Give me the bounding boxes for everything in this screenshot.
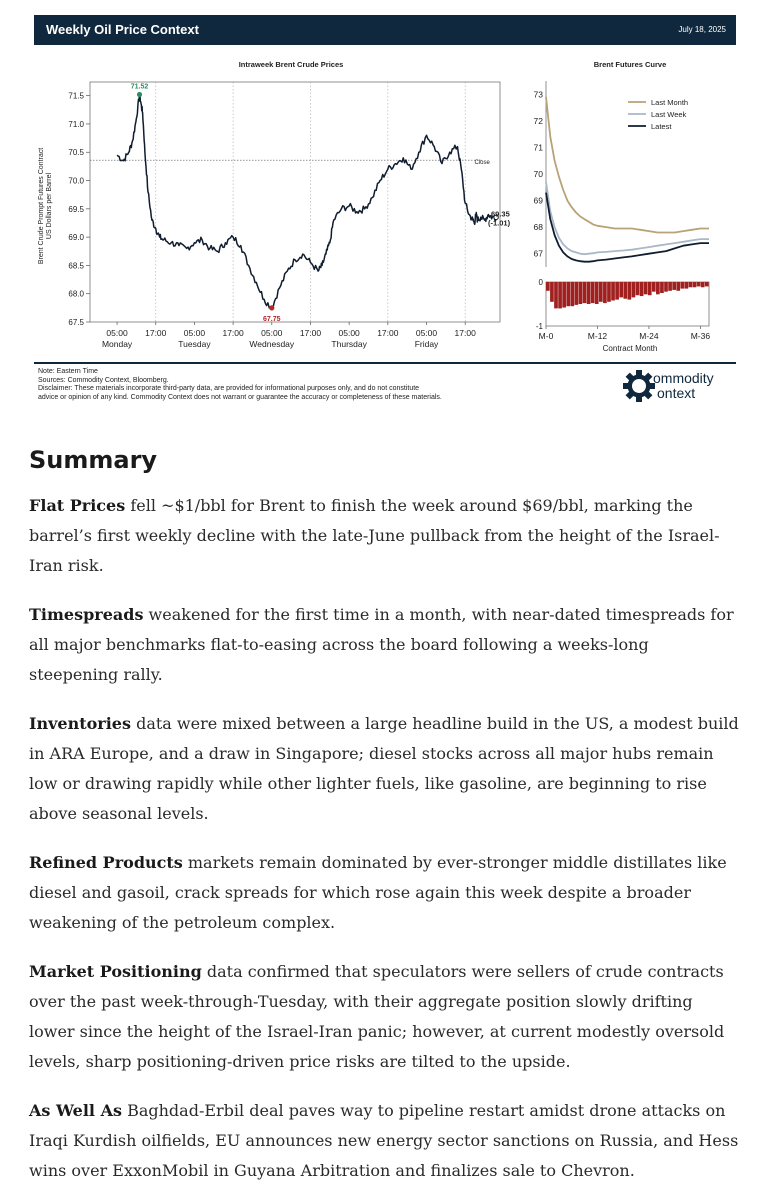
chart2-xtick-label: M-12 (587, 331, 608, 341)
chart2-bar (591, 282, 595, 303)
chart2-ytick-label: 71 (533, 142, 543, 153)
chart1-ytick-label: 70.5 (68, 148, 84, 158)
chart2-bar (689, 282, 693, 287)
chart2-bar (603, 282, 607, 303)
chart1-xtick-label: 05:00 (183, 328, 206, 338)
chart1-title: Intraweek Brent Crude Prices (238, 60, 344, 69)
chart1-change-label: (-1.01) (488, 218, 511, 228)
chart1-ytick-label: 69.0 (68, 233, 84, 243)
summary-paragraph-refined-products (29, 848, 739, 938)
chart2-bar (623, 282, 627, 299)
chart2-bar (619, 282, 623, 297)
report-title: Weekly Oil Price Context (46, 22, 199, 37)
paragraph-text: data confirmed that speculators were sellers of crude contracts over the past week-through-Tuesday, with their aggregate position slowly drifting lower since the height of the Israel-Iran panic; however, at current modestly oversold levels, sharp positioning-driven price risks are tilted to the upside. (29, 962, 725, 1071)
chart1-low-label: 67.75 (263, 315, 281, 323)
chart2-bar (640, 282, 644, 296)
chart2-ytick-label: 69 (533, 195, 543, 206)
chart2-bar (648, 282, 652, 295)
chart2-bar (668, 282, 672, 291)
chart1-xtick-label: 17:00 (299, 328, 322, 338)
chart1-last-label: 69.35 (491, 209, 510, 219)
chart2-bar (652, 282, 656, 292)
chart2-bar (705, 282, 709, 286)
chart1-ytick-label: 68.5 (68, 261, 84, 271)
chart2-bar (575, 282, 579, 305)
report-date: July 18, 2025 (678, 25, 726, 34)
chart2-legend-label: Last Week (651, 110, 687, 119)
chart1-ylabel2: US Dollars per Barrel (46, 172, 53, 240)
chart1-ytick-label: 70.0 (68, 176, 84, 186)
chart2-xtick-label: M-36 (690, 331, 711, 341)
chart2-bar (558, 282, 562, 308)
chart1-ytick-label: 71.5 (68, 91, 84, 101)
summary-paragraph-timespreads (29, 600, 739, 690)
paragraph-text: markets remain dominated by ever-stronger middle distillates like diesel and gasoil, crack spreads for which rose again this week despite a broader weakening of the petroleum complex. (29, 853, 727, 932)
chart2-ytick-label: 73 (533, 89, 543, 100)
chart1-xtick-day: Wednesday (249, 339, 295, 349)
chart2-bar (579, 282, 583, 304)
chart2-bar (615, 282, 619, 300)
report-header (34, 15, 736, 45)
note-sources: Sources: Commodity Context, Bloomberg. (38, 376, 169, 384)
chart2-bar (562, 282, 566, 308)
chart2-xlabel: Contract Month (602, 344, 658, 353)
chart1-xtick-label: 17:00 (145, 328, 167, 338)
chart2-bar (644, 282, 648, 294)
logo-text-line2: ontext (657, 385, 696, 401)
chart1-xtick-label: 17:00 (377, 328, 399, 338)
chart2-bar (664, 282, 668, 292)
chart1-xtick-day: Monday (101, 339, 133, 349)
chart2-title: Brent Futures Curve (593, 60, 667, 69)
chart2-bar (656, 282, 660, 294)
chart1-ylabel: Brent Crude Prompt Futures Contract (38, 147, 45, 265)
chart2-ytick-label: 68 (533, 222, 543, 233)
chart2-bar (632, 282, 636, 297)
paragraph-lead: Timespreads (29, 605, 144, 624)
chart2-bar (599, 282, 603, 302)
chart1-xtick-day: Thursday (331, 339, 367, 349)
chart2-bar (685, 282, 689, 289)
note-disclaimer-2: advice or opinion of any kind. Commodity Context does not warrant or guarantee the accuracy or completeness of these materials. (38, 393, 442, 401)
chart1-high-marker (137, 92, 142, 97)
chart1-xtick-label: 17:00 (222, 328, 244, 338)
chart1-high-label: 71.52 (130, 83, 149, 91)
summary-heading: Summary (29, 446, 158, 474)
chart2-bar (570, 282, 574, 306)
chart1-xtick-day: Tuesday (178, 339, 211, 349)
paragraph-lead: Flat Prices (29, 496, 126, 515)
chart2-bar (672, 282, 676, 290)
paragraph-lead: Refined Products (29, 853, 183, 872)
summary-paragraph-flat-prices (29, 491, 739, 581)
chart2-bar (693, 282, 697, 287)
note-timezone: Note: Eastern Time (38, 368, 98, 375)
chart2-bar (611, 282, 615, 300)
paragraph-lead: Inventories (29, 714, 131, 733)
chart2-xtick-label: M-0 (538, 331, 554, 341)
gear-icon (622, 369, 656, 403)
footer-divider (34, 362, 736, 364)
chart2-bar (628, 282, 632, 300)
summary-paragraph-as-well-as (29, 1096, 739, 1186)
chart2-bar (583, 282, 587, 303)
note-disclaimer-1: Disclaimer: These materials incorporate third-party data, are provided for informational purposes only, and do not constitute (38, 385, 420, 392)
summary-paragraph-inventories (29, 709, 739, 829)
chart2-bar-ytick-label: -1 (535, 322, 543, 331)
chart1-xtick-label: 05:00 (338, 328, 360, 338)
chart2-bar (680, 282, 684, 289)
logo-text-line1: ommodity (653, 370, 714, 386)
chart2-xtick-label: M-24 (639, 331, 659, 341)
chart2-legend-label: Last Month (651, 98, 689, 107)
chart1-xtick-label: 05:00 (415, 328, 438, 338)
chart-notes (38, 368, 598, 402)
chart2-bar (550, 282, 554, 302)
chart1-xtick-label: 05:00 (106, 328, 128, 338)
chart2-bar (701, 282, 705, 287)
chart2-bar (697, 282, 701, 286)
chart1-xtick-day: Friday (414, 339, 439, 349)
chart2-bar (546, 282, 550, 291)
chart1-xtick-label: 17:00 (454, 328, 476, 338)
chart2-bar (587, 282, 591, 304)
chart1-ytick-label: 67.5 (68, 318, 84, 327)
chart2-bar (595, 282, 599, 304)
commodity-context-logo (622, 366, 742, 406)
chart2-bar (636, 282, 640, 295)
chart2-ytick-label: 67 (533, 248, 543, 259)
paragraph-text: data were mixed between a large headline build in the US, a modest build in ARA Europe, and a draw in Singapore; diesel stocks across all major hubs remain low or drawing rapidly while other lighter fuels, like gasoline, are beginning to rise above seasonal levels. (29, 714, 739, 823)
chart1-xtick-label: 05:00 (261, 328, 283, 338)
paragraph-text: Baghdad-Erbil deal paves way to pipeline restart amidst drone attacks on Iraqi Kurdish oilfields, EU announces new energy sector sanctions on Russia, and Hess wins over ExxonMobil in Guyana Arbitration and finalizes sale to Chevron. (29, 1101, 739, 1180)
charts-panel (34, 45, 736, 362)
chart2-bar (554, 282, 558, 308)
chart1-low-marker (269, 305, 274, 310)
paragraph-text: weakened for the first time in a month, with near-dated timespreads for all major benchmarks flat-to-easing across the board following a weeks-long steepening rally. (29, 605, 734, 684)
chart2-bar (676, 282, 680, 291)
chart1-ytick-label: 69.5 (68, 204, 84, 214)
chart2-bar (660, 282, 664, 293)
chart2-bar (607, 282, 611, 302)
chart2-bar (566, 282, 570, 306)
chart2-bar-ytick-label: 0 (538, 278, 543, 287)
paragraph-text: fell ~$1/bbl for Brent to finish the week around $69/bbl, marking the barrel’s first weekly decline with the late-June pullback from the height of the Israel-Iran risk. (29, 496, 720, 575)
chart1-frame (90, 82, 500, 322)
chart2-series-line (546, 182, 709, 254)
summary-paragraph-market-positioning (29, 957, 739, 1077)
paragraph-lead: As Well As (29, 1101, 122, 1120)
chart2-ytick-label: 70 (533, 169, 543, 179)
chart1-ytick-label: 71.0 (68, 119, 84, 129)
chart1-brent-line (117, 95, 496, 308)
paragraph-lead: Market Positioning (29, 962, 202, 981)
chart1-close-label: Close (474, 160, 490, 167)
chart1-ytick-label: 68.0 (68, 289, 84, 299)
chart2-ytick-label: 72 (533, 115, 543, 126)
chart2-legend-label: Latest (651, 122, 672, 131)
